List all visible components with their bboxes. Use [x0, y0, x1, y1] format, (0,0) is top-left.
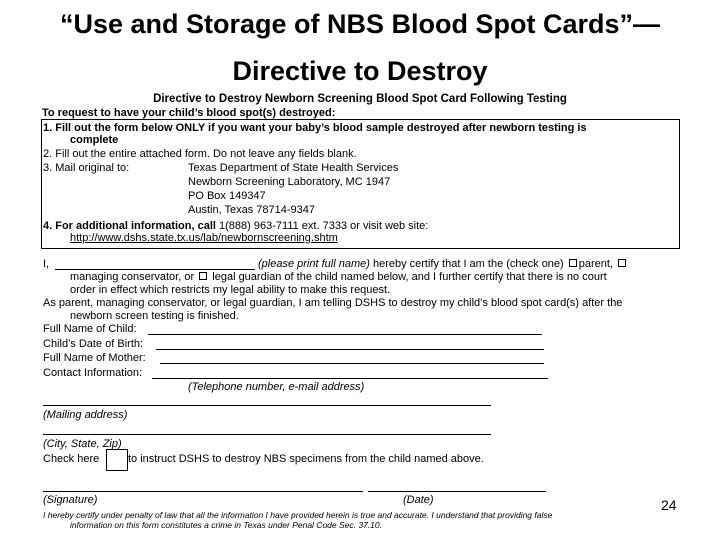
destroy-checkbox[interactable]: [106, 449, 128, 471]
guardian-checkbox[interactable]: [199, 272, 207, 280]
conservator-checkbox[interactable]: [618, 259, 626, 267]
statement-line2: newborn screen testing is finished.: [70, 310, 239, 322]
step3-label: 3. Mail original to:: [43, 162, 130, 174]
step4-rest: 1(888) 963-7111 ext. 7333 or visit web site:: [219, 220, 429, 232]
step1-line1: 1. Fill out the form below ONLY if you want your baby’s blood sample destroyed after newborn testing is: [43, 122, 587, 134]
page-title-line1: “Use and Storage of NBS Blood Spot Cards”—: [59, 9, 661, 39]
child-dob-label: Child’s Date of Birth:: [43, 338, 144, 350]
page-number: 24: [661, 497, 677, 513]
check-instruction: to instruct DSHS to destroy NBS specimens from the child named above.: [128, 453, 484, 465]
cert-line1: [258, 258, 628, 271]
parent-option-label: parent,: [578, 258, 614, 270]
page-title-line2: Directive to Destroy: [232, 56, 488, 86]
signature-label: (Signature): [43, 494, 98, 506]
footer-line1: I hereby certify under penalty of law that all the information I have provided herein is true and accurate. I understand that providing false: [43, 510, 553, 520]
contact-field[interactable]: [152, 378, 548, 379]
contact-label: Contact Information:: [43, 367, 143, 379]
form-subtitle: Directive to Destroy Newborn Screening Blood Spot Card Following Testing: [153, 93, 567, 105]
mother-name-label: Full Name of Mother:: [43, 352, 146, 364]
full-name-field[interactable]: [55, 269, 255, 270]
cert-line2-b: legal guardian of the child named below, and I further certify that there is no court: [212, 271, 607, 283]
signature-field[interactable]: [43, 491, 363, 492]
address-line-4: Austin, Texas 78714-9347: [188, 204, 315, 216]
step2-text: 2. Fill out the entire attached form. Do not leave any fields blank.: [43, 148, 357, 160]
website-link[interactable]: http://www.dshs.state.tx.us/lab/newbornscreening.shtm: [70, 232, 338, 244]
instructions-intro: To request to have your child’s blood spot(s) destroyed:: [42, 107, 336, 119]
child-dob-field[interactable]: [156, 349, 544, 350]
statement-line1: As parent, managing conservator, or legal guardian, I am telling DSHS to destroy my child’s blood spot card(s) after the: [43, 297, 623, 309]
cert-prefix: I,: [43, 258, 50, 270]
cert-mid: hereby certify that I am the (check one): [372, 258, 564, 270]
date-label: (Date): [403, 494, 434, 506]
parent-checkbox[interactable]: [569, 259, 577, 267]
child-name-field[interactable]: [148, 334, 542, 335]
address-line-1: Texas Department of State Health Services: [188, 162, 399, 174]
address-line-3: PO Box 149347: [188, 190, 266, 202]
cert-line2-a: managing conservator, or: [70, 271, 195, 283]
city-state-zip-label: (City, State, Zip): [43, 438, 122, 450]
city-state-zip-field[interactable]: [43, 434, 491, 435]
child-name-label: Full Name of Child:: [43, 323, 137, 335]
date-field[interactable]: [368, 491, 546, 492]
address-line-2: Newborn Screening Laboratory, MC 1947: [188, 176, 391, 188]
cert-line3: order in effect which restricts my legal ability to make this request.: [70, 284, 391, 296]
check-here-label: Check here: [43, 453, 100, 465]
mailing-address-label: (Mailing address): [43, 409, 128, 421]
step1-line2: complete: [70, 134, 119, 146]
step4-bold: 4. For additional information, call: [43, 220, 216, 232]
mailing-address-field[interactable]: [43, 405, 491, 406]
footer-line2: information on this form constitutes a crime in Texas under Penal Code Sec. 37.10.: [70, 520, 382, 530]
mother-name-field[interactable]: [160, 363, 544, 364]
cert-italic: (please print full name): [258, 258, 370, 270]
cert-line2: [70, 271, 607, 284]
contact-hint: (Telephone number, e-mail address): [188, 381, 365, 393]
